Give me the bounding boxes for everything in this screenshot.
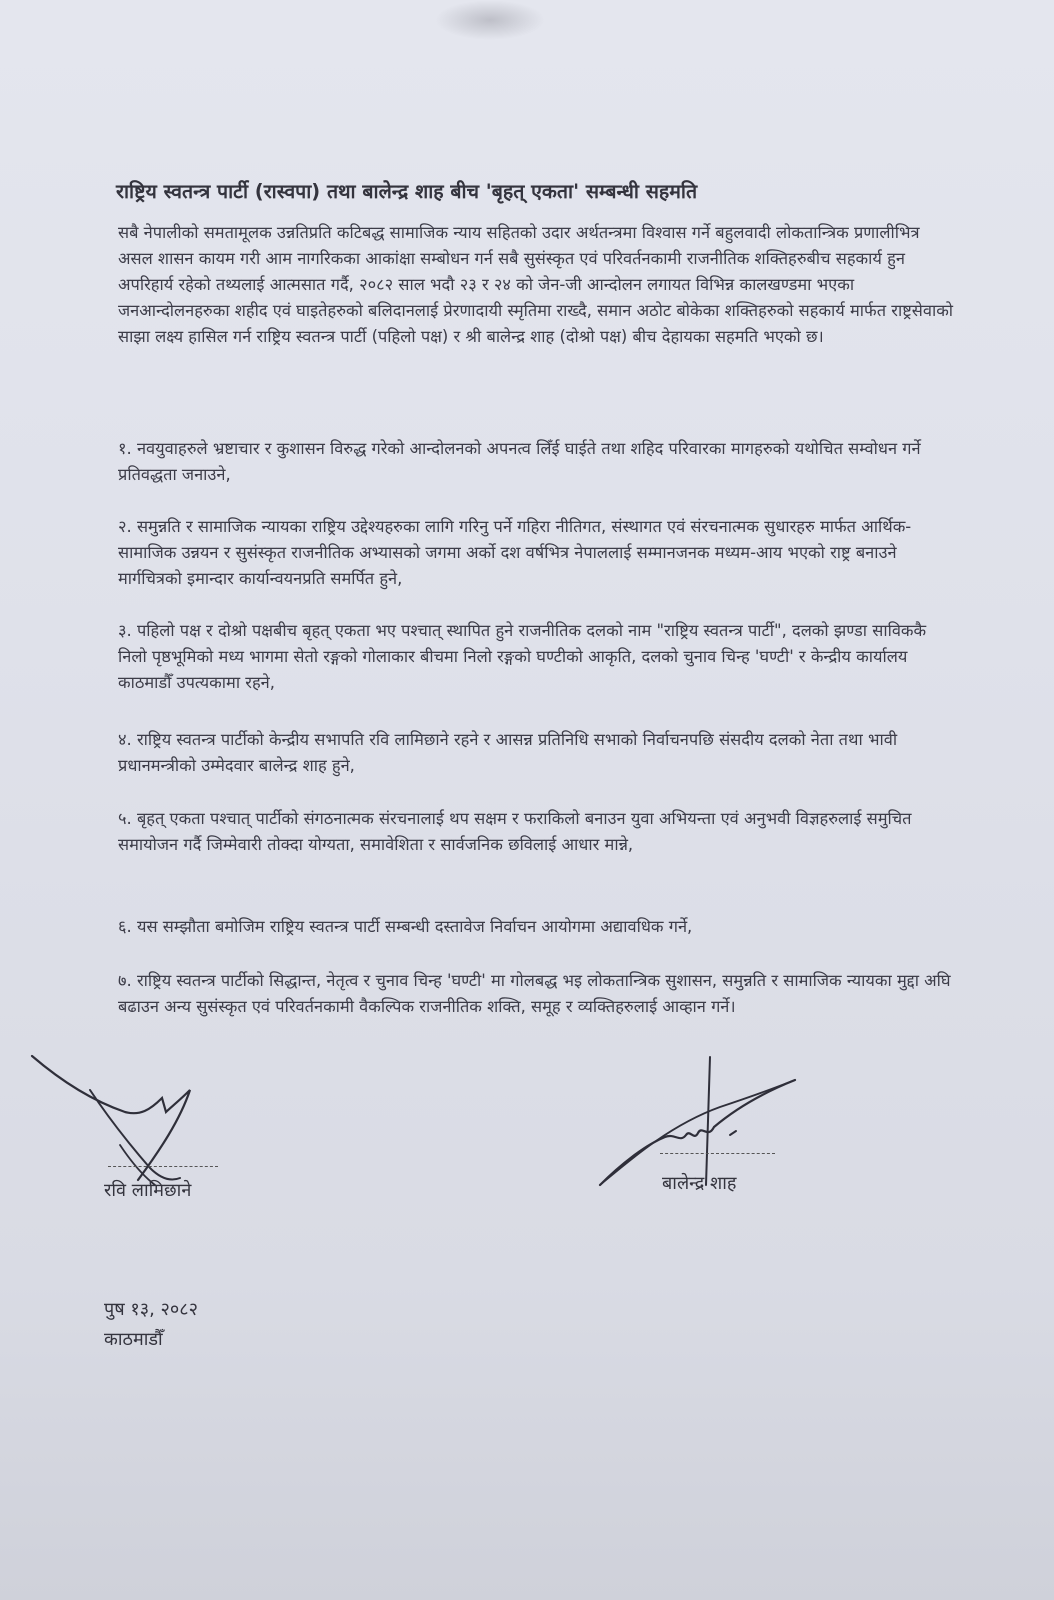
document-date: पुष १३, २०८२ — [104, 1299, 198, 1320]
signature-line-right — [660, 1153, 775, 1154]
signature-left — [30, 1050, 270, 1240]
scan-artifact — [435, 0, 545, 40]
signature-line-left — [108, 1166, 218, 1167]
signature-right — [590, 1055, 820, 1225]
document-place: काठमाडौँ — [104, 1329, 163, 1350]
document-title: राष्ट्रिय स्वतन्त्र पार्टी (रास्वपा) तथा बालेन्द्र शाह बीच 'बृहत् एकता' सम्बन्धी सहमति — [116, 180, 698, 203]
signatory-right-name: बालेन्द्र शाह — [662, 1173, 737, 1194]
clause-1: १. नवयुवाहरुले भ्रष्टाचार र कुशासन विरुद्ध गरेको आन्दोलनको अपनत्व लिँई घाईते तथा शहिद परिवारका मागहरुको यथोचित सम्वोधन गर्ने प्रतिवद्धता जनाउने, — [118, 439, 921, 484]
clause-3: ३. पहिलो पक्ष र दोश्रो पक्षबीच बृहत् एकता भए पश्चात् स्थापित हुने राजनीतिक दलको नाम "राष्ट्रिय स्वतन्त्र पार्टी", दलको झण्डा साविककै निलो पृष्ठभूमिको मध्य भागमा सेतो रङ्गको गोलाकार बीचमा निलो रङ्गको घण्टीको आकृति, दलको चुनाव चिन्ह 'घण्टी' र केन्द्रीय कार्यालय काठमाडौँ उपत्यकामा रहने, — [118, 621, 927, 692]
signature-right-scribble — [590, 1055, 820, 1225]
clause-2: २. समुन्नति र सामाजिक न्यायका राष्ट्रिय उद्देश्यहरुका लागि गरिनु पर्ने गहिरा नीतिगत, संस्थागत एवं संरचनात्मक सुधारहरु मार्फत आर्थिक-सामाजिक उन्नयन र सुसंस्कृत राजनीतिक अभ्यासको जगमा अर्को दश वर्षभित्र नेपाललाई सम्मानजनक मध्यम-आय भएको राष्ट्र बनाउने मार्गचित्रको इमान्दार कार्यान्वयनप्रति समर्पित हुने, — [118, 517, 912, 588]
clause-4: ४. राष्ट्रिय स्वतन्त्र पार्टीको केन्द्रीय सभापति रवि लामिछाने रहने र आसन्न प्रतिनिधि सभाको निर्वाचनपछि संसदीय दलको नेता तथा भावी प्रधानमन्त्रीको उम्मेदवार बालेन्द्र शाह हुने, — [118, 730, 898, 775]
signatory-left-name: रवि लामिछाने — [104, 1180, 192, 1201]
clause-5: ५. बृहत् एकता पश्चात् पार्टीको संगठनात्मक संरचनालाई थप सक्षम र फराकिलो बनाउन युवा अभियन्ता एवं अनुभवी विज्ञहरुलाई समुचित समायोजन गर्दै जिम्मेवारी तोक्दा योग्यता, समावेशिता र सार्वजनिक छविलाई आधार मान्ने, — [118, 809, 912, 854]
clause-7: ७. राष्ट्रिय स्वतन्त्र पार्टीको सिद्धान्त, नेतृत्व र चुनाव चिन्ह 'घण्टी' मा गोलबद्ध भइ लोकतान्त्रिक सुशासन, समुन्नति र सामाजिक न्यायका मुद्दा अघि बढाउन अन्य सुसंस्कृत एवं परिवर्तनकामी वैकल्पिक राजनीतिक शक्ति, समूह र व्यक्तिहरुलाई आव्हान गर्ने। — [118, 971, 951, 1016]
intro-paragraph: सबै नेपालीको समतामूलक उन्नतिप्रति कटिबद्ध सामाजिक न्याय सहितको उदार अर्थतन्त्रमा विश्वास गर्ने बहुलवादी लोकतान्त्रिक प्रणालीभित्र असल शासन कायम गरी आम नागरिकका आकांक्षा सम्बोधन गर्न सबै सुसंस्कृत एवं परिवर्तनकामी राजनीतिक शक्तिहरुबीच सहकार्य हुन अपरिहार्य रहेको तथ्यलाई आत्मसात गर्दै, २०८२ साल भदौ २३ र २४ को जेन-जी आन्दोलन लगायत विभिन्न कालखण्डमा भएका जनआन्दोलनहरुका शहीद एवं घाइतेहरुको बलिदानलाई प्रेरणादायी स्मृतिमा राख्दै, समान अठोट बोकेका शक्तिहरुको सहकार्य मार्फत राष्ट्रसेवाको साझा लक्ष्य हासिल गर्न राष्ट्रिय स्वतन्त्र पार्टी (पहिलो पक्ष) र श्री बालेन्द्र शाह (दोश्रो पक्ष) बीच देहायका सहमति भएको छ। — [118, 223, 954, 346]
date-place-block — [104, 1295, 198, 1355]
clause-6: ६. यस सम्झौता बमोजिम राष्ट्रिय स्वतन्त्र पार्टी सम्बन्धी दस्तावेज निर्वाचन आयोगमा अद्यावधिक गर्ने, — [118, 917, 693, 936]
signature-left-scribble — [30, 1050, 270, 1240]
